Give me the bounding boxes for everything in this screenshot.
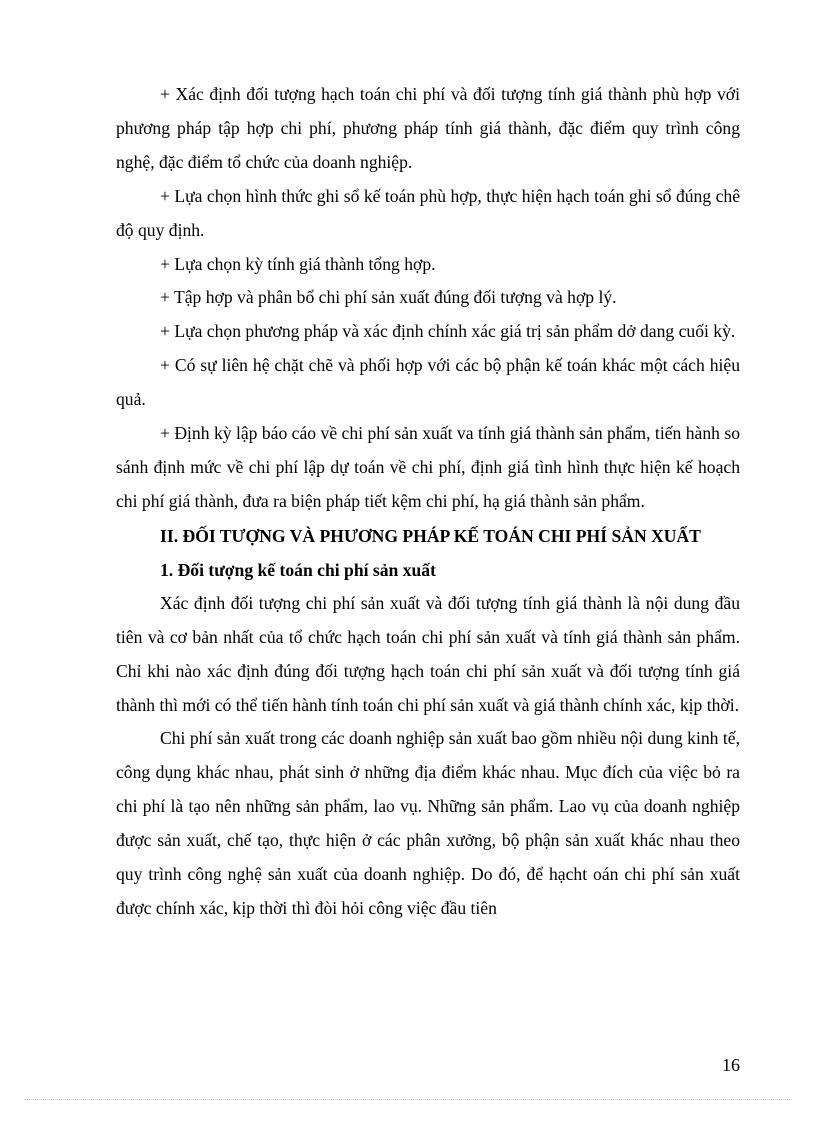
paragraph-coordination: + Có sự liên hệ chặt chẽ và phối hợp với các bộ phận kế toán khác một cách hiệu quả.	[116, 355, 740, 410]
paragraph-define-objects: + Xác định đối tượng hạch toán chi phí và đối tượng tính giá thành phù hợp với phương pháp tập hợp chi phí, phương pháp tính giá thành, đặc điểm quy trình công nghệ, đặc điểm tổ chức của doanh nghiệp.	[116, 84, 740, 172]
paragraph-cost-objects: Xác định đối tượng chi phí sản xuất và đối tượng tính giá thành là nội dung đầu tiên và cơ bản nhất của tổ chức hạch toán chi phí sản xuất và tính giá thành sản phẩm. Chỉ khi nào xác định đúng đối tượng hạch toán chi phí sản xuất và đối tượng tính giá thành thì mới có thể tiến hành tính toán chi phí sản xuất và giá thành chính xác, kịp thời.	[116, 592, 740, 715]
paragraph-wip-valuation: + Lựa chọn phương pháp và xác định chính xác giá trị sản phẩm dở dang cuối kỳ.	[160, 321, 736, 342]
section-heading: II. ĐỐI TƯỢNG VÀ PHƯƠNG PHÁP KẾ TOÁN CHI PHÍ SẢN XUẤT	[160, 525, 701, 546]
body-text	[116, 78, 740, 926]
paragraph-cost-allocation: + Tập hợp và phân bổ chi phí sản xuất đúng đối tượng và hợp lý.	[160, 287, 617, 308]
subsection-heading: 1. Đối tượng kế toán chi phí sản xuất	[160, 559, 436, 580]
paragraph-bookkeeping-form: + Lựa chọn hình thức ghi sổ kế toán phù hợp, thực hiện hạch toán ghi sổ đúng chê độ quy định.	[116, 185, 740, 240]
paragraph-costing-period: + Lựa chọn kỳ tính giá thành tổng hợp.	[160, 253, 436, 274]
paragraph-periodic-report: + Định kỳ lập báo cáo về chi phí sản xuất va tính giá thành sản phẩm, tiến hành so sánh định mức về chi phí lập dự toán về chi phí, định giá tình hình thực hiện kế hoạch chi phí giá thành, đưa ra biện pháp tiết kệm chi phí, hạ giá thành sản phẩm.	[116, 423, 740, 511]
footer-divider	[24, 1099, 792, 1100]
page-number: 16	[722, 1055, 740, 1075]
paragraph-production-costs: Chi phí sản xuất trong các doanh nghiệp sản xuất bao gồm nhiều nội dung kinh tế, công dụng khác nhau, phát sinh ở những địa điểm khác nhau. Mục đích của việc bỏ ra chi phí là tạo nên những sản phẩm, lao vụ. Những sản phẩm. Lao vụ của doanh nghiệp được sản xuất, chế tạo, thực hiện ở các phân xưởng, bộ phận sản xuất khác nhau theo quy trình công nghệ sản xuất của doanh nghiệp. Do đó, để hạcht oán chi phí sản xuất được chính xác, kịp thời thì đòi hỏi công việc đầu tiên	[116, 728, 740, 918]
